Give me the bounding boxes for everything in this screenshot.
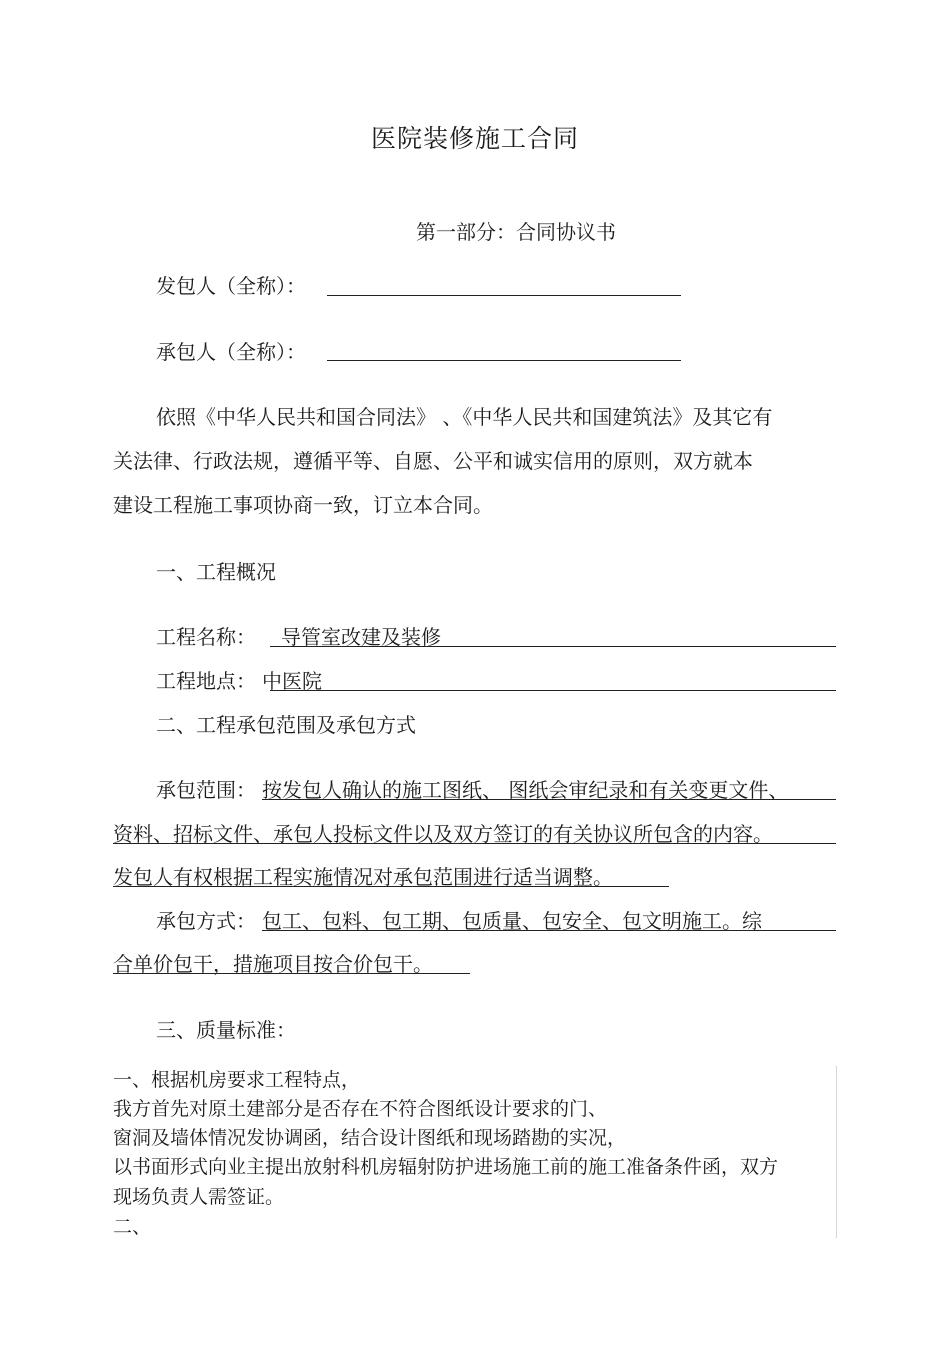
project-name-label: 工程名称： — [156, 625, 256, 649]
quality-line-2: 我方首先对原土建部分是否存在不符合图纸设计要求的门、 — [113, 1098, 608, 1120]
text-box-right-border — [836, 1066, 837, 1238]
contractor-label: 承包人（全称）： — [156, 340, 306, 364]
project-name-underline — [270, 646, 836, 647]
project-name-value: 导管室改建及装修 — [281, 625, 441, 649]
scope-line-1-underline — [262, 799, 836, 800]
project-location-value: 中医院 — [262, 669, 322, 693]
method-line-2-underline — [113, 973, 470, 974]
scope-line-3-underline — [113, 886, 669, 887]
scope-label: 承包范围： — [156, 778, 256, 802]
method-line-1: 包工、包料、包工期、包质量、包安全、包文明施工。综 — [262, 909, 762, 933]
project-location-underline — [270, 690, 836, 691]
quality-line-5: 现场负责人需签证。 — [113, 1186, 285, 1208]
method-label: 承包方式： — [156, 909, 256, 933]
method-line-1-underline — [262, 930, 836, 931]
quality-line-3: 窗洞及墙体情况发协调函，结合设计图纸和现场踏勘的实况， — [113, 1127, 627, 1149]
project-location-label: 工程地点： — [156, 669, 256, 693]
scope-line-3: 发包人有权根据工程实施情况对承包范围进行适当调整。 — [113, 865, 613, 889]
section-2-heading: 二、工程承包范围及承包方式 — [156, 713, 416, 737]
employer-blank — [327, 295, 681, 296]
quality-line-4: 以书面形式向业主提出放射科机房辐射防护进场施工前的施工准备条件函，双方 — [113, 1156, 779, 1178]
scope-line-2-underline — [113, 843, 836, 844]
document-title: 医院装修施工合同 — [370, 124, 579, 153]
contractor-blank — [327, 360, 681, 361]
quality-line-6: 二、 — [113, 1216, 152, 1238]
scope-line-2: 资料、招标文件、承包人投标文件以及双方签订的有关协议所包含的内容。 — [113, 822, 773, 846]
preamble-line-2: 关法律、行政法规，遵循平等、自愿、公平和诚实信用的原则，双方就本 — [113, 449, 753, 473]
preamble-line-3: 建设工程施工事项协商一致，订立本合同。 — [113, 493, 493, 517]
method-line-2: 合单价包干，措施项目按合价包干。 — [113, 952, 433, 976]
section-1-heading: 一、工程概况 — [156, 560, 276, 584]
section-3-heading: 三、质量标准： — [156, 1018, 296, 1042]
employer-label: 发包人（全称）： — [156, 274, 306, 298]
quality-line-1: 一、根据机房要求工程特点， — [113, 1069, 361, 1091]
preamble-line-1: 依照《中华人民共和国合同法》 、《中华人民共和国建筑法》及其它有 — [156, 405, 773, 429]
part-title: 第一部分：合同协议书 — [416, 220, 616, 244]
scope-line-1: 按发包人确认的施工图纸、 图纸会审纪录和有关变更文件、 — [262, 778, 789, 802]
